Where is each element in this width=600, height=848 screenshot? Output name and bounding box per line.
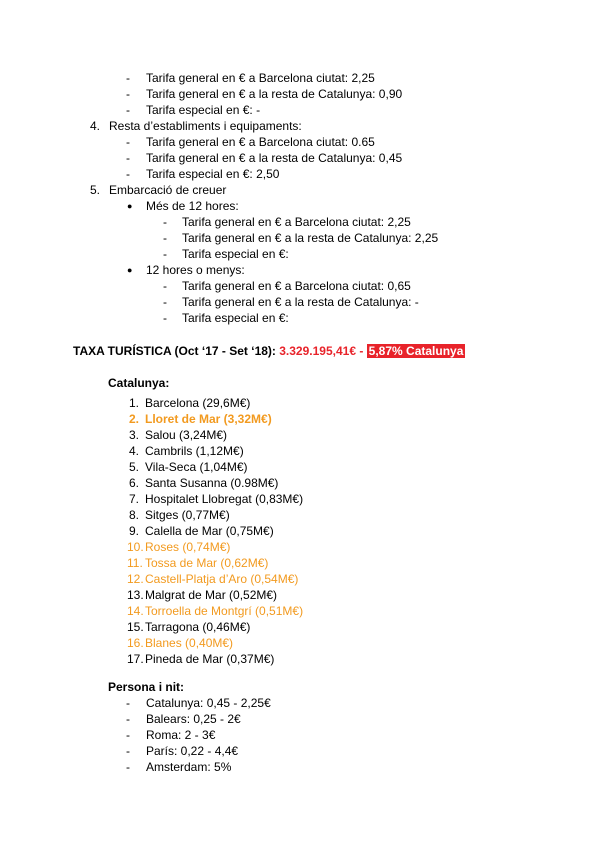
list-number: 7. [129,492,140,506]
list-number: 2. [129,412,140,426]
dash-marker: - [163,247,167,261]
list-item-text: Cambrils (1,12M€) [145,444,244,458]
list-item-text: Balears: 0,25 - 2€ [146,712,241,726]
tariff-text: Tarifa especial en €: 2,50 [146,167,280,181]
list-item-text: Blanes (0,40M€) [145,636,234,650]
tariff-text: Tarifa general en € a la resta de Catalunya: 2,25 [182,231,439,245]
sublist-label: Més de 12 hores: [146,199,239,213]
list-item-text: Lloret de Mar (3,32M€) [145,412,272,426]
list-item-text: Roses (0,74M€) [145,540,231,554]
list-number: 10. [127,540,144,554]
list-number: 5. [129,460,140,474]
section-heading-persona: Persona i nit: [108,680,185,694]
list-item-label: Embarcació de creuer [109,183,227,197]
list-item-label: Resta d’establiments i equipaments: [109,119,302,133]
bullet-marker: ● [127,201,133,211]
list-number: 13. [127,588,144,602]
dash-marker: - [126,135,130,149]
list-number: 3. [129,428,140,442]
list-number: 12. [127,572,144,586]
dash-marker: - [126,87,130,101]
tax-label: TAXA TURÍSTICA (Oct ‘17 - Set ‘18): [73,344,280,358]
dash-marker: - [163,215,167,229]
list-number: 6. [129,476,140,490]
dash-marker: - [163,231,167,245]
tariff-text: Tarifa general en € a la resta de Catalunya: 0,45 [146,151,403,165]
dash-marker: - [126,744,130,758]
list-item-text: Barcelona (29,6M€) [145,396,251,410]
tariff-text: Tarifa general en € a Barcelona ciutat: 0.65 [146,135,375,149]
tariff-text: Tarifa general en € a Barcelona ciutat: 0,65 [182,279,411,293]
list-item-text: Pineda de Mar (0,37M€) [145,652,275,666]
list-number: 14. [127,604,144,618]
dash-marker: - [126,712,130,726]
list-item-text: Santa Susanna (0.98M€) [145,476,279,490]
list-item-text: Amsterdam: 5% [146,760,232,774]
tax-separator: - [356,344,367,358]
list-number: 15. [127,620,144,634]
dash-marker: - [126,760,130,774]
sublist-label: 12 hores o menys: [146,263,245,277]
tax-amount: 3.329.195,41€ [279,344,356,358]
list-number: 17. [127,652,144,666]
tariff-text: Tarifa especial en €: - [146,103,261,117]
dash-marker: - [163,279,167,293]
list-item-text: Salou (3,24M€) [145,428,228,442]
dash-marker: - [163,295,167,309]
dash-marker: - [126,696,130,710]
list-item-text: Malgrat de Mar (0,52M€) [145,588,278,602]
list-number: 9. [129,524,140,538]
list-item-text: Vila-Seca (1,04M€) [145,460,248,474]
tariff-text: Tarifa especial en €: [182,247,289,261]
dash-marker: - [163,311,167,325]
list-number: 11. [127,556,143,570]
tariff-text: Tarifa general en € a la resta de Catalunya: 0,90 [146,87,403,101]
list-item-text: Calella de Mar (0,75M€) [145,524,274,538]
list-number: 4. [129,444,140,458]
list-number: 1. [129,396,140,410]
list-item-text: Castell-Platja d’Aro (0,54M€) [145,572,299,586]
list-item-text: Catalunya: 0,45 - 2,25€ [146,696,271,710]
section-heading-catalunya: Catalunya: [108,376,170,390]
tax-heading [73,343,465,359]
tariff-text: Tarifa general en € a la resta de Catalunya: - [182,295,419,309]
list-number: 8. [129,508,140,522]
tariff-text: Tarifa general en € a Barcelona ciutat: 2,25 [182,215,411,229]
dash-marker: - [126,103,130,117]
dash-marker: - [126,167,130,181]
list-item-text: París: 0,22 - 4,4€ [146,744,239,758]
list-number: 4. [90,119,101,133]
list-number: 5. [90,183,101,197]
list-item-text: Tarragona (0,46M€) [145,620,251,634]
dash-marker: - [126,71,130,85]
dash-marker: - [126,728,130,742]
list-item-text: Torroella de Montgrí (0,51M€) [145,604,304,618]
list-item-text: Sitges (0,77M€) [145,508,230,522]
list-number: 16. [127,636,144,650]
dash-marker: - [126,151,130,165]
list-item-text: Hospitalet Llobregat (0,83M€) [145,492,304,506]
list-item-text: Roma: 2 - 3€ [146,728,216,742]
bullet-marker: ● [127,265,133,275]
tax-share-highlight: 5,87% Catalunya [368,344,464,358]
tariff-text: Tarifa especial en €: [182,311,289,325]
list-item-text: Tossa de Mar (0,62M€) [145,556,269,570]
tariff-text: Tarifa general en € a Barcelona ciutat: 2,25 [146,71,375,85]
